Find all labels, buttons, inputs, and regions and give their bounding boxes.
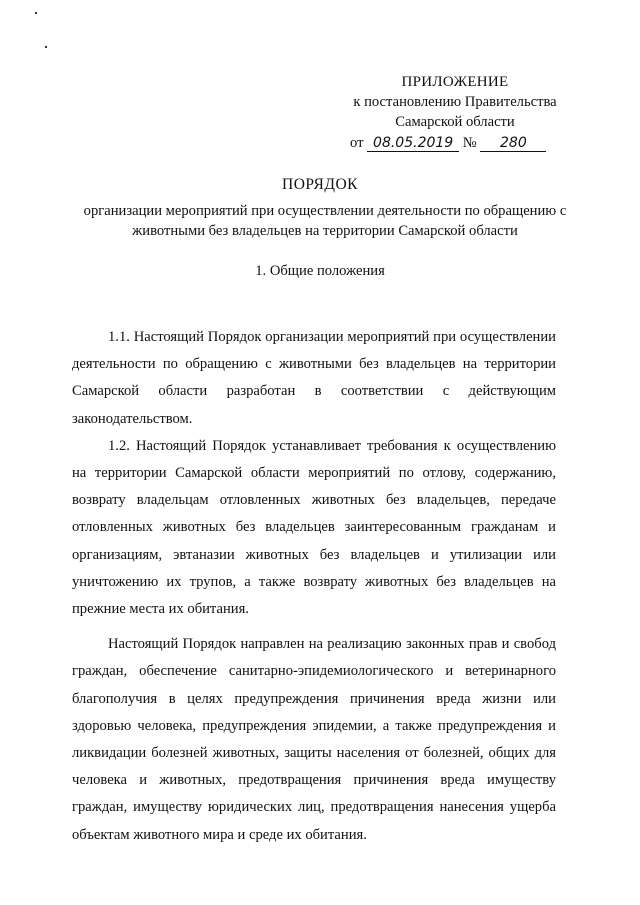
appendix-block	[340, 72, 570, 153]
document-body	[72, 324, 556, 849]
handwritten-number: 280	[480, 135, 546, 152]
handwritten-date: 08.05.2019	[367, 135, 459, 152]
paragraph-1-2: 1.2. Настоящий Порядок устанавливает требования к осуществлению на территории Самарской области мероприятий по отлову, содержанию, возврату владельцам отловленных животных без владельцев, передаче отловленных животных без владельцев заинтересованным гражданам и организациям, эвтаназии животных без владельцев и утилизации или уничтожению их трупов, а также возврату животных без владельцев на прежние места их обитания.	[72, 437, 556, 618]
from-label: от	[350, 135, 364, 151]
section-heading: 1. Общие положения	[255, 263, 385, 279]
document-subtitle: организации мероприятий при осуществлении деятельности по обращению с животными без владельцев на территории Самарской области	[83, 203, 567, 239]
scan-speck	[35, 12, 37, 14]
paragraph-purpose: Настоящий Порядок направлен на реализацию законных прав и свобод граждан, обеспечение санитарно-эпидемиологического и ветеринарного благополучия в целях предупреждения причинения вреда жизни или здоровью человека, предупреждения эпидемии, а также предупреждения и ликвидации болезней животных, защиты населения от болезней, общих для человека и животных, предотвращения причинения вреда имуществу граждан, имуществу юридических лиц, предотвращения нанесения ущерба объектам животного мира и среде их обитания.	[72, 636, 556, 843]
number-label: №	[462, 135, 477, 151]
scan-speck	[45, 46, 47, 48]
appendix-header: ПРИЛОЖЕНИЕ	[401, 74, 509, 90]
appendix-line-1: к постановлению Правительства	[353, 94, 557, 110]
paragraph-1-1: 1.1. Настоящий Порядок организации мероприятий при осуществлении деятельности по обращению с животными без владельцев на территории Самарской области разработан в соответствии с действующим законодательством.	[72, 329, 556, 427]
appendix-line-2: Самарской области	[395, 114, 515, 130]
appendix-date-line	[340, 133, 570, 153]
document-title: ПОРЯДОК	[282, 176, 358, 193]
